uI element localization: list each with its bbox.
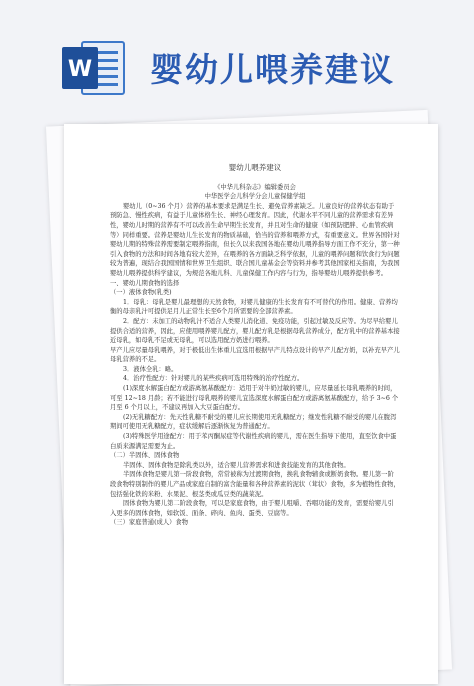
document-paragraph: 半固体食物是婴儿第一阶段食物，常常被称为过渡期食物，换乳食物辅食或断奶食物。婴儿第一阶段食物特别制作的婴儿产品或家庭自制的富含能量和各种营养素的泥状（茸状）食物，多为植物性食物，包括强化铁的米粉、水果泥、根茎类或瓜豆类的蔬菜泥。 xyxy=(110,471,400,498)
document-paragraph: (2)无乳糖配方：先天性乳糖不耐受的婴儿应长期使用无乳糖配方；继发性乳糖不耐受的婴儿在腹泻期间可使用无乳糖配方，症状缓解后逐渐恢复为普通配方。 xyxy=(110,413,397,431)
document-paragraph: 4．治疗性配方：针对婴儿的某些疾病可选用特殊的治疗性配方。 xyxy=(123,375,304,383)
subsection-heading: （二）半固体、固体食物 xyxy=(110,452,180,460)
document-source: 《中华儿科杂志》编辑委员会 xyxy=(214,183,296,191)
document-paragraph: (1)深度水解蛋白配方或游离氨基酸配方：适用于对牛奶过敏的婴儿，应尽量延长母乳喂养的时间，可至 12~18 月龄；若不能进行母乳喂养的婴儿宜选深度水解蛋白配方或游离氨基酸配方，给予 3~6 个月至 6 个月以上，不建议再加入大豆蛋白配方。 xyxy=(110,385,399,412)
document-title: 婴幼儿喂养建议 xyxy=(228,163,282,172)
section-heading: 一、婴幼儿期食物的选择 xyxy=(110,279,180,287)
subsection-heading: （一）液体食物(乳类) xyxy=(110,289,172,297)
document-paragraph: 2．配方：未加工的动物乳汁不适合人类婴儿消化道、免疫功能，引起过敏及反应等。为尽早给婴儿提供合适的营养，因此，应使用喂养婴儿配方，婴儿配方乳是根据母乳营养成分，配方乳中的营养基本接近母乳，如母乳不足或无母乳，可以选用配方奶进行喂养。 xyxy=(110,317,400,345)
subsection-heading: （三）家庭普通(成人）食物 xyxy=(110,519,189,527)
document-paragraph: 婴幼儿（0~36 个月）营养的基本要求是满足生长、避免营养素缺乏。儿童良好的营养状态有助于预防急、慢性疾病，有益于儿童体格生长、神经心理发育。因此，代谢水平不同儿童的营养需求有差异性，婴幼儿时期的营养有不可以改善生命早期生长发育，并且对生命的健康（如预防肥胖、心血管疾病等）同样重要。营养是婴幼儿生长发育的物质基础，恰当的营养和喂养方式，有重要意义。世界各国针对婴幼儿期的特殊营养需要制定喂养指南，但长久以来我国各地在婴幼儿喂养指导方面工作不充分，第一种引入食物的方法和时间各地有较大差异，在喂养的各方面缺乏科学依据，儿童的喂养问题和饮食行为问题较为普遍，现结合我国国情和世界卫生组织、联合国儿童基金会等资料并参考其他国家相关指南，为我国婴幼儿喂养提供科学建议，为规范各地儿科、儿童保健工作内容与行为，指导婴幼儿喂养提供参考。 xyxy=(110,202,400,277)
word-document-icon xyxy=(62,38,128,98)
document-paragraph: 1．母乳：母乳是婴儿最理想的天然食物，对婴儿健康的生长发育有不可替代的作用。健康、营养均衡的母亲乳汁可提供足月儿正常生长至6个月所需要的全部营养素。 xyxy=(110,298,398,316)
document-paragraph: 3．液体全乳：略。 xyxy=(123,365,178,373)
document-paragraph: 固体食物为婴儿第二阶段食物，可以是家庭食物，由于婴儿咀嚼、吞咽功能的发育，需要给婴儿引入更多的固体食物，如软饭、面条、碎肉、鱼肉、蛋类、豆腐等。 xyxy=(110,500,394,517)
word-icon-letter: W xyxy=(67,57,93,82)
document-paragraph: 早产儿应尽量母乳喂养，对于极低出生体重儿宜选用根据早产儿特点设计的早产儿配方奶，以补充早产儿母乳营养的不足。 xyxy=(110,346,400,364)
document-paragraph: (3)特殊医学用途配方：用于苯丙酮尿症等代谢性疾病的婴儿，需在医生指导下使用，直至饮食中蛋白质来源满足需要为止。 xyxy=(110,433,397,450)
page-title: 婴幼儿喂养建议 xyxy=(150,50,395,89)
document-paragraph: 半固体、固体食物是除乳类以外，适合婴儿营养需求和进食技能发育的其他食物。 xyxy=(123,461,350,469)
document-organization: 中华医学会儿科学分会儿童保健学组 xyxy=(204,193,306,201)
document-content xyxy=(110,163,400,528)
